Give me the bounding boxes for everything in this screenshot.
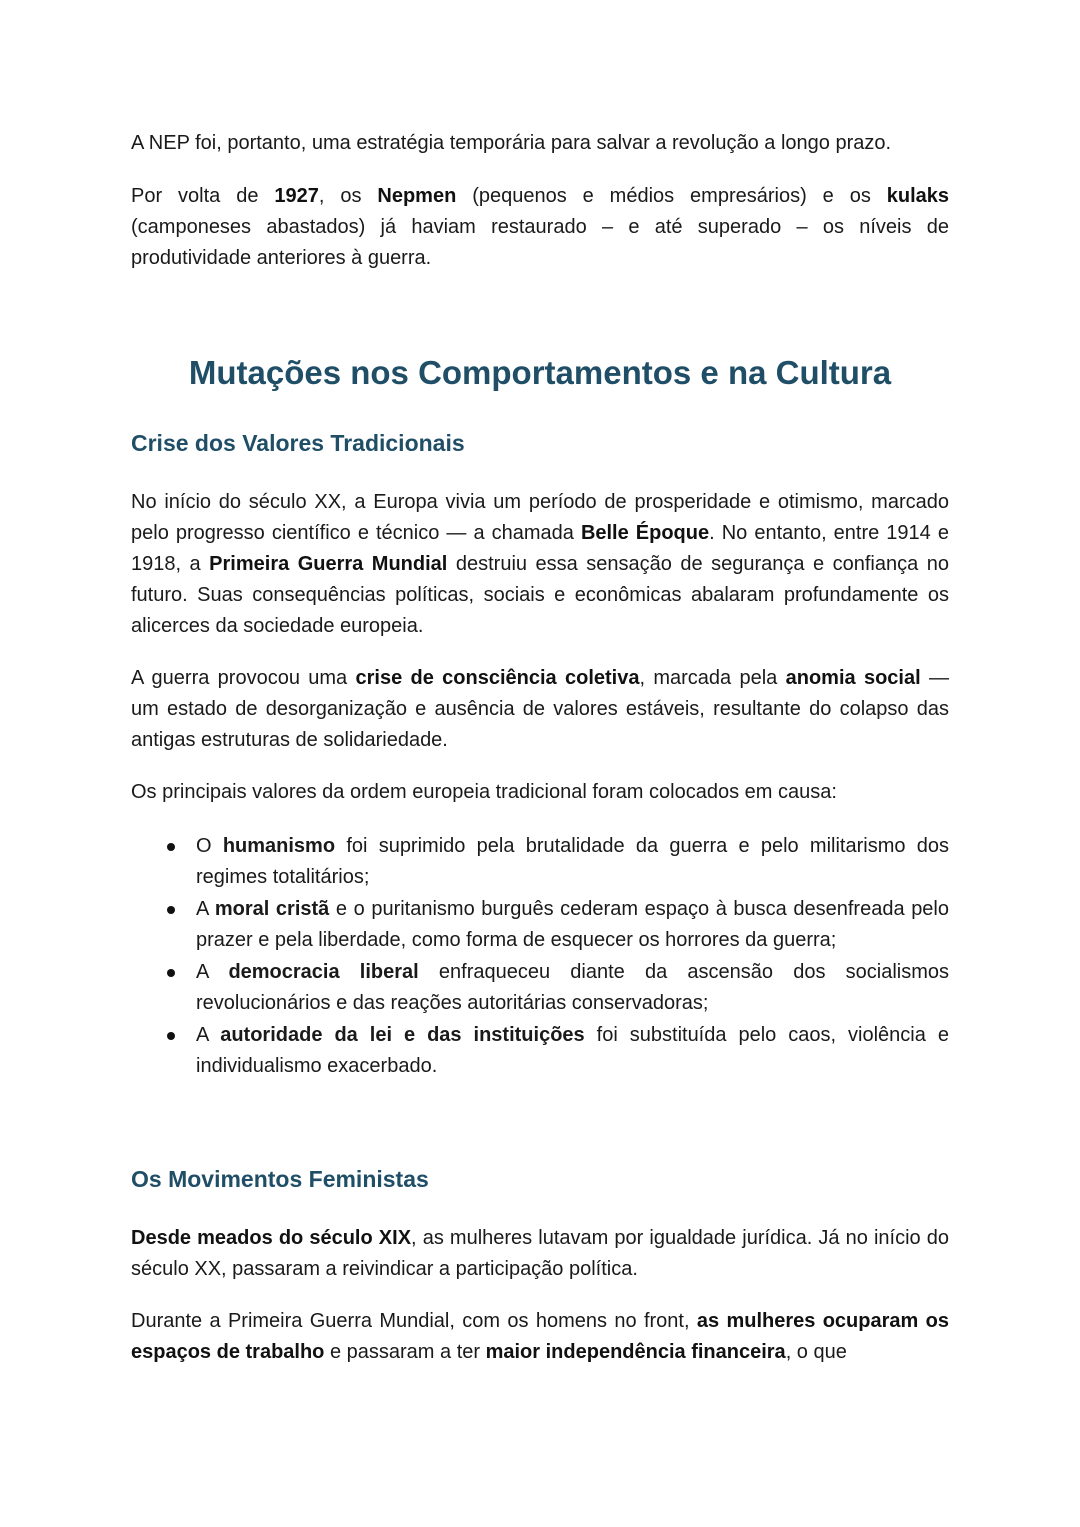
bold-term: moral cristã [214, 898, 330, 920]
bullet-dot [167, 843, 175, 851]
text-span: A guerra provocou uma [131, 667, 356, 689]
text-span: , as mulheres lutavam por igualdade jurídica. Já no início do século XX, passaram a reivindicar a participação política. [131, 1227, 949, 1280]
text-span: No início do século XX, a Europa vivia um período de prosperidade e otimismo, marcado pelo progresso científico e técnico — a chamada [131, 491, 949, 544]
crise-paragraph-3: Os principais valores da ordem europeia tradicional foram colocados em causa: [131, 781, 837, 803]
feministas-paragraph-1 [131, 1223, 949, 1285]
text-span: , o que [785, 1341, 847, 1363]
text-span: A [196, 1024, 221, 1046]
text-span: foi suprimido pela brutalidade da guerra e pelo militarismo dos regimes totalitários; [196, 835, 949, 888]
text-span: e o puritanismo burguês cederam espaço à busca desenfreada pelo prazer e pela liberdade, como forma de esquecer os horrores da guerra; [196, 898, 950, 951]
heading-crise-valores: Crise dos Valores Tradicionais [131, 430, 465, 456]
bullet-dot [167, 969, 175, 977]
crise-paragraph-2 [131, 663, 949, 756]
bold-independencia: maior independência financeira [485, 1341, 786, 1363]
list-item [196, 894, 949, 956]
bold-primeira-guerra: Primeira Guerra Mundial [209, 553, 448, 575]
text-span: (camponeses abastados) já haviam restaurado – e até superado – os níveis de produtividade anteriores à guerra. [131, 216, 949, 269]
list-item [196, 831, 949, 893]
text-span: foi substituída pelo caos, violência e individualismo exacerbado. [196, 1024, 949, 1077]
text-span: , marcada pela [639, 667, 786, 689]
text-span: A [196, 898, 215, 920]
bullet-dot [167, 1032, 175, 1040]
text-span: — um estado de desorganização e ausência de valores estáveis, resultante do colapso das antigas estruturas de solidariedade. [131, 667, 949, 751]
intro-paragraph-1: A NEP foi, portanto, uma estratégia temporária para salvar a revolução a longo prazo. [131, 132, 892, 154]
text-span: A [196, 961, 229, 983]
text-span: (pequenos e médios empresários) e os [456, 185, 887, 207]
text-span: Durante a Primeira Guerra Mundial, com os homens no front, [131, 1310, 697, 1332]
bold-anomia-social: anomia social [785, 667, 921, 689]
bold-nepmen: Nepmen [377, 185, 457, 207]
text-span: , os [318, 185, 378, 207]
bullet-dot [167, 906, 175, 914]
section-title: Mutações nos Comportamentos e na Cultura [188, 354, 892, 391]
values-list [196, 831, 949, 1083]
text-span: enfraqueceu diante da ascensão dos socialismos revolucionários e das reações autoritárias conservadoras; [196, 961, 950, 1014]
heading-movimentos-feministas: Os Movimentos Feministas [131, 1166, 429, 1192]
text-span: . No entanto, entre 1914 e 1918, a [131, 522, 949, 575]
text-span: destruiu essa sensação de segurança e confiança no futuro. Suas consequências políticas, sociais e econômicas abalaram profundamente os alicerces da sociedade europeia. [131, 553, 949, 637]
crise-paragraph-1 [131, 487, 949, 642]
intro-paragraph-2 [131, 181, 949, 274]
bold-term: democracia liberal [228, 961, 419, 983]
bold-term: autoridade da lei e das instituições [220, 1024, 585, 1046]
text-span: Por volta de [131, 185, 275, 207]
bold-belle-epoque: Belle Époque [580, 522, 710, 544]
text-span: O [196, 835, 223, 857]
bold-term: humanismo [222, 835, 336, 857]
bold-mulheres-trabalho: as mulheres ocuparam os espaços de trabalho [131, 1310, 949, 1363]
list-item [196, 1020, 949, 1082]
bold-crise-consciencia: crise de consciência coletiva [355, 667, 640, 689]
bold-desde-meados: Desde meados do século XIX [131, 1227, 412, 1249]
text-span: e passaram a ter [324, 1341, 486, 1363]
bold-kulaks: kulaks [886, 185, 949, 207]
list-item [196, 957, 949, 1019]
bold-year: 1927 [274, 185, 319, 207]
feministas-paragraph-2 [131, 1306, 949, 1368]
